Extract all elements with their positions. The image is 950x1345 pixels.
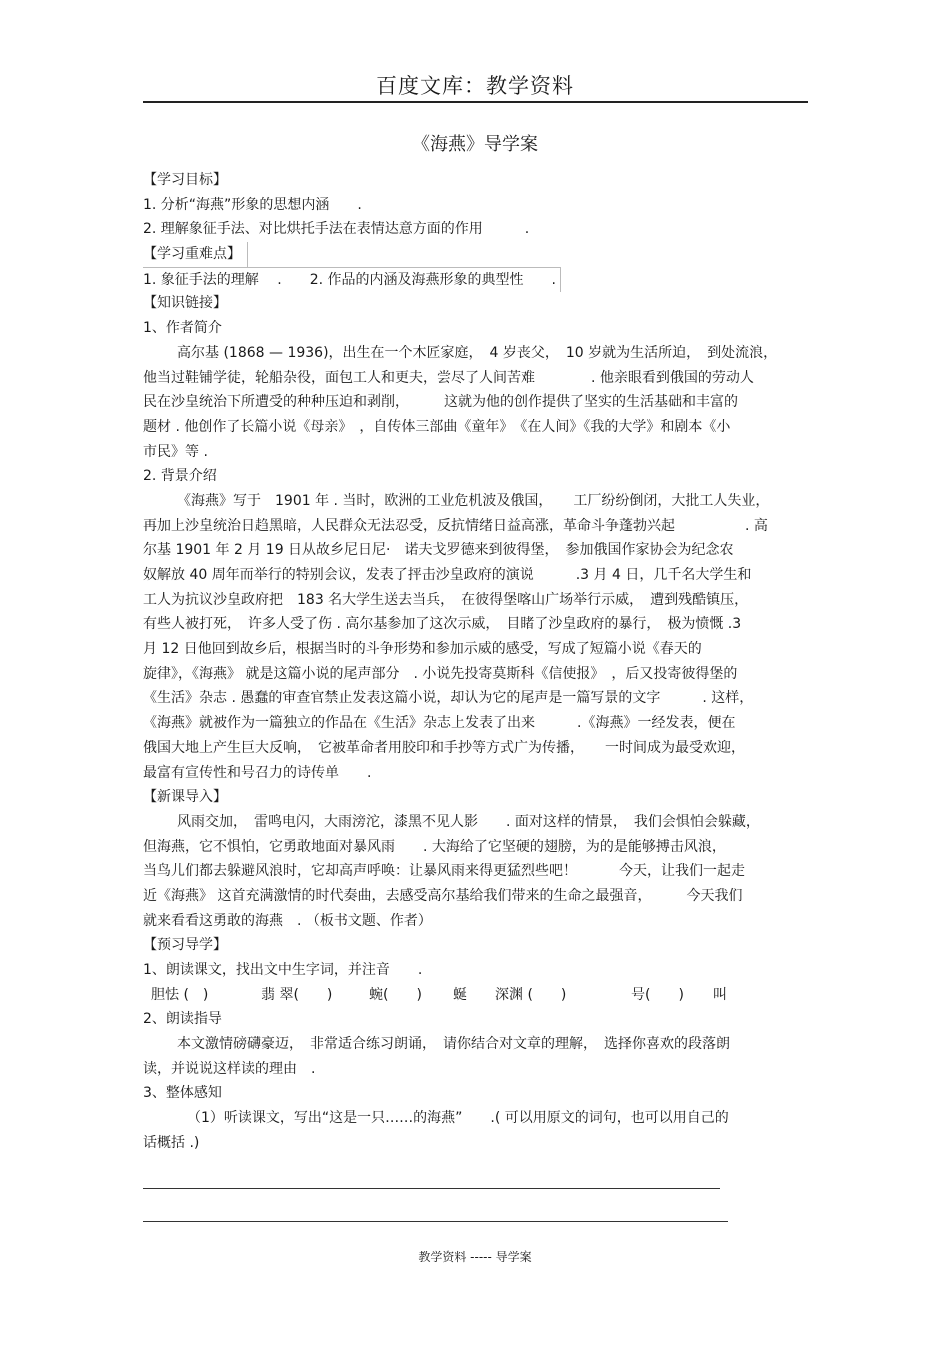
- page-footer: 教学资料 ----- 导学案: [418, 1250, 532, 1264]
- vocab-item: 号( ): [631, 986, 684, 1003]
- key-points-text: 1. 象征手法的理解 . 2. 作品的内涵及海燕形象的典型性 .: [143, 267, 561, 293]
- answer-blank-line: [143, 1221, 728, 1222]
- vocab-row: [143, 983, 808, 1008]
- background-line: 旋律》，《海燕》 就是这篇小说的尾声部分 . 小说先投寄莫斯科《信使报》 ，后又投寄彼得堡的: [143, 665, 738, 682]
- author-line: 他当过鞋铺学徒，轮船杂役，面包工人和更夫，尝尽了人间苦难 . 他亲眼看到俄国的劳动人: [143, 369, 754, 386]
- background-line: 有些人被打死， 许多人受了伤 . 高尔基参加了这次示威， 目睹了沙皇政府的暴行， 极为愤慨 .3: [143, 616, 742, 633]
- overall-line: （1）听读课文，写出“这是一只……的海燕” .( 可以用原文的词句，也可以用自己的: [187, 1110, 729, 1127]
- header-divider: [143, 101, 808, 103]
- vocab-item: 深渊 ( ): [495, 986, 567, 1003]
- background-line: 最富有宣传性和号召力的诗传单 .: [143, 764, 372, 781]
- intro-line: 当鸟儿们都去躲避风浪时，它却高声呼唤：让暴风雨来得更猛烈些吧！ 今天，让我们一起走: [143, 863, 745, 880]
- document-body: [143, 168, 808, 1156]
- reading-guide-heading: 2、朗读指导: [143, 1011, 222, 1028]
- page-header-title: 百度文库：教学资料: [376, 74, 574, 98]
- vocab-item: 蜒: [453, 986, 467, 1003]
- overall-line: 话概括 .): [143, 1134, 200, 1151]
- knowledge-heading: 【知识链接】: [143, 295, 227, 312]
- intro-heading: 【新课导入】: [143, 789, 227, 806]
- goals-heading: 【学习目标】: [143, 172, 227, 188]
- overall-heading: 3、整体感知: [143, 1085, 222, 1102]
- background-line: 俄国大地上产生巨大反响， 它被革命者用胶印和手抄等方式广为传播， 一时间成为最受欢迎，: [143, 739, 745, 756]
- background-line: 《生活》杂志 . 愚蠢的审查官禁止发表这篇小说，却认为它的尾声是一篇写景的文字 . 这样，: [143, 690, 754, 707]
- author-line: 民在沙皇统治下所遭受的种种压迫和剥削， 这就为他的创作提供了坚实的生活基础和丰富的: [143, 394, 738, 411]
- author-line: 高尔基 (1868 — 1936)，出生在一个木匠家庭， 4 岁丧父， 10 岁就为生活所迫， 到处流浪，: [177, 344, 778, 361]
- vocab-item: 叫: [713, 986, 727, 1003]
- intro-line: 但海燕，它不惧怕，它勇敢地面对暴风雨 . 大海给了它坚硬的翅膀，为的是能够搏击风浪，: [143, 838, 726, 855]
- intro-line: 就来看看这勇敢的海燕 . （板书文题、作者）: [143, 912, 432, 929]
- background-line: 《海燕》写于 1901 年 . 当时，欧洲的工业危机波及俄国， 工厂纷纷倒闭，大批工人失业，: [177, 492, 770, 509]
- guide-line: 读，并说说这样读的理由 .: [143, 1060, 316, 1077]
- background-line: 再加上沙皇统治日趋黑暗，人民群众无法忍受，反抗情绪日益高涨，革命斗争蓬勃兴起 . 高: [143, 517, 768, 534]
- author-heading: 1、作者简介: [143, 320, 222, 337]
- background-line: 月 12 日他回到故乡后，根据当时的斗争形势和参加示威的感受，写成了短篇小说《春天的: [143, 641, 702, 658]
- vocab-item: 翡 翠( ): [261, 986, 333, 1003]
- background-heading: 2. 背景介绍: [143, 468, 217, 485]
- background-line: 尔基 1901 年 2 月 19 日从故乡尼日尼· 诺夫戈罗德来到彼得堡， 参加俄国作家协会为纪念农: [143, 542, 734, 559]
- guide-line: 本文激情磅礴豪迈， 非常适合练习朗诵， 请你结合对文章的理解， 选择你喜欢的段落朗: [177, 1036, 730, 1053]
- intro-line: 近《海燕》 这首充满激情的时代奏曲，去感受高尔基给我们带来的生命之最强音， 今天我们: [143, 887, 743, 904]
- vocab-item: 蜿( ): [369, 986, 422, 1003]
- author-line: 市民》等 .: [143, 443, 208, 460]
- goal-item-1: 1. 分析“海燕”形象的思想内涵 .: [143, 196, 362, 213]
- key-points-heading: 【学习重难点】: [143, 242, 248, 267]
- background-line: 奴解放 40 周年而举行的特别会议，发表了抨击沙皇政府的演说 .3 月 4 日，几千名大学生和: [143, 567, 752, 583]
- background-line: 《海燕》就被作为一篇独立的作品在《生活》杂志上发表了出来 .《海燕》一经发表，便在: [143, 715, 736, 732]
- preview-heading: 【预习导学】: [143, 937, 227, 954]
- read-aloud-heading: 1、朗读课文，找出文中生字词，并注音 .: [143, 962, 423, 978]
- document-title: 《海燕》导学案: [412, 134, 538, 155]
- vocab-item: 胆怯 ( ): [151, 986, 209, 1003]
- intro-line: 风雨交加， 雷鸣电闪，大雨滂沱，漆黑不见人影 . 面对这样的情景， 我们会惧怕会躲藏，: [177, 813, 760, 830]
- author-line: 题材 . 他创作了长篇小说《母亲》 ，自传体三部曲《童年》 《在人间》《我的大学》和剧本《小: [143, 418, 731, 435]
- background-line: 工人为抗议沙皇政府把 183 名大学生送去当兵， 在彼得堡喀山广场举行示威， 遭到残酷镇压，: [143, 591, 749, 608]
- goal-item-2: 2. 理解象征手法、对比烘托手法在表情达意方面的作用 .: [143, 221, 530, 238]
- answer-blank-line: [143, 1188, 720, 1189]
